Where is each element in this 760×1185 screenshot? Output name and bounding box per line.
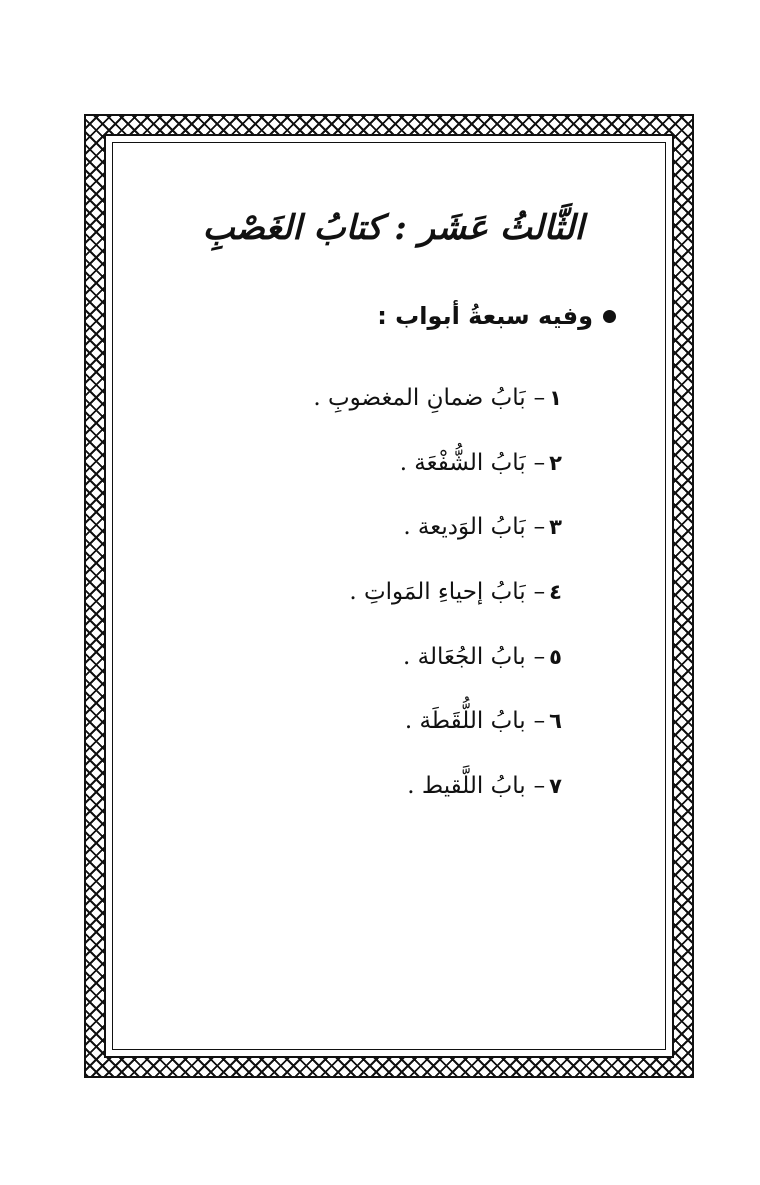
intro-text: وفيه سبعةُ أبواب :: [377, 302, 593, 330]
chapter-text: بَابُ إحياءِ المَواتِ .: [349, 579, 526, 606]
list-item: [313, 689, 562, 754]
chapter-dash: –: [533, 643, 546, 670]
chapter-number: ٤: [549, 580, 562, 605]
chapter-text: بَابُ ضمانِ المغضوبِ .: [313, 385, 526, 412]
chapter-text: بَابُ الوَديعة .: [403, 514, 526, 541]
ornamental-border-frame: [84, 114, 694, 1078]
list-item: [313, 560, 562, 625]
list-item: [313, 754, 562, 819]
page-content: [106, 136, 672, 1056]
chapter-dash: –: [533, 514, 546, 541]
list-item: [313, 431, 562, 496]
chapter-number: ١: [549, 386, 562, 411]
chapter-list: [313, 366, 562, 818]
page-panel: [104, 134, 674, 1058]
intro-line: [377, 302, 616, 330]
chapter-text: بَابُ الشُّفْعَة .: [399, 449, 526, 476]
chapter-dash: –: [533, 385, 546, 412]
chapter-dash: –: [533, 449, 546, 476]
list-item: [313, 624, 562, 689]
chapter-number: ٦: [549, 709, 562, 734]
list-item: [313, 495, 562, 560]
chapter-number: ٥: [549, 644, 562, 669]
list-item: [313, 366, 562, 431]
chapter-dash: –: [533, 772, 546, 799]
chapter-text: بابُ اللُّقَطَة .: [404, 708, 526, 735]
chapter-number: ٢: [549, 450, 562, 475]
page-title: الثَّالثُ عَشَر : كتابُ الغَصْبِ: [202, 208, 584, 248]
chapter-number: ٣: [549, 515, 562, 540]
chapter-dash: –: [533, 708, 546, 735]
chapter-text: بابُ الجُعَالة .: [402, 643, 526, 670]
chapter-dash: –: [533, 579, 546, 606]
chapter-number: ٧: [549, 773, 562, 798]
chapter-text: بابُ اللَّقيط .: [407, 772, 526, 799]
bullet-icon: [603, 310, 616, 323]
